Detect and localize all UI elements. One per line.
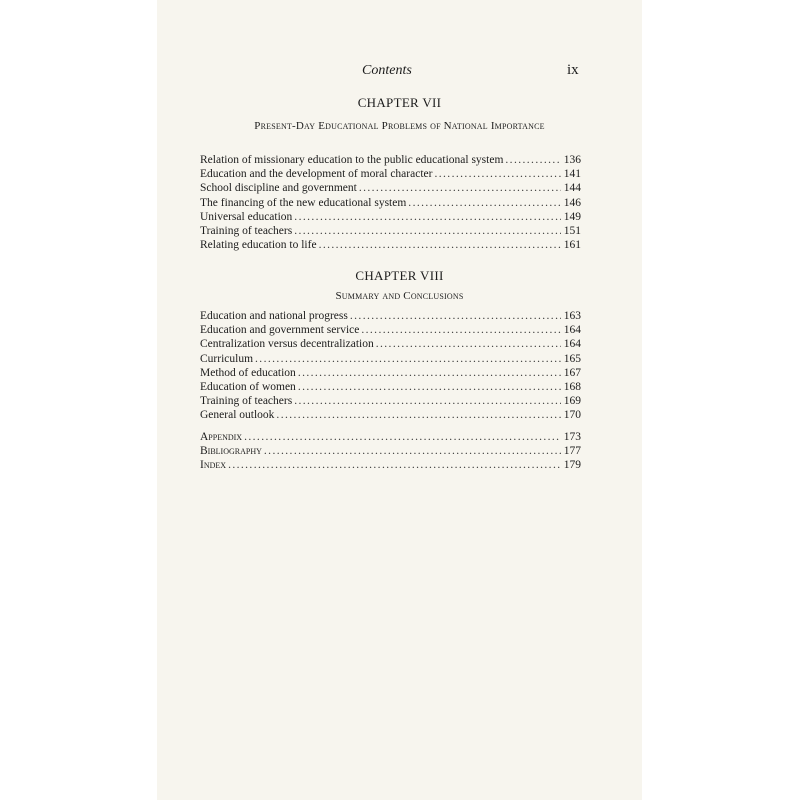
toc-entry-title: Method of education <box>200 366 296 379</box>
toc-entry-page: 177 <box>563 445 581 458</box>
toc-entry[interactable] <box>200 309 581 323</box>
toc-entry-page: 163 <box>563 310 581 322</box>
toc-entry[interactable] <box>200 167 581 181</box>
toc-entry[interactable] <box>200 394 581 408</box>
toc-entry-page: 173 <box>563 431 581 443</box>
chapter-7-heading: CHAPTER VII <box>357 95 442 110</box>
chapter-8-subtitle: Summary and Conclusions <box>335 290 464 302</box>
toc-entry-title: Relation of missionary education to the public educational system <box>200 154 504 166</box>
toc-entry[interactable] <box>200 210 581 224</box>
running-header-title: Contents <box>362 63 412 78</box>
toc-entry-page: 170 <box>563 409 581 422</box>
toc-entry-page: 136 <box>563 154 581 166</box>
leader-dots <box>434 167 561 181</box>
toc-entry-title: General outlook <box>200 409 275 422</box>
leader-dots <box>294 394 561 408</box>
toc-entry-page: 149 <box>563 210 581 223</box>
toc-entry-page: 168 <box>563 380 581 393</box>
toc-entry[interactable] <box>200 337 581 351</box>
toc-entry-page: 144 <box>563 182 581 195</box>
toc-entry-page: 169 <box>563 395 581 408</box>
chapter-8-toc <box>200 309 581 423</box>
toc-entry[interactable] <box>200 181 581 195</box>
toc-entry-page: 164 <box>563 338 581 351</box>
toc-entry-title: The financing of the new educational system <box>200 196 407 209</box>
toc-entry-page: 151 <box>563 224 581 237</box>
leader-dots <box>294 210 561 224</box>
toc-entry-page: 146 <box>563 196 581 209</box>
toc-entry-title: Education of women <box>200 380 296 393</box>
chapter-8-heading: CHAPTER VIII <box>355 268 444 283</box>
toc-entry-title: Appendix <box>200 431 243 443</box>
toc-entry-title: Education and government service <box>200 324 360 337</box>
page-number: ix <box>567 62 579 78</box>
toc-entry-title: Centralization versus decentralization <box>200 338 374 351</box>
leader-dots <box>294 224 561 238</box>
toc-entry-title: Bibliography <box>200 445 262 458</box>
chapter-7-toc <box>200 153 581 252</box>
toc-entry-title: Education and the development of moral character <box>200 168 433 181</box>
toc-entry-appendix[interactable] <box>200 430 581 444</box>
toc-entry[interactable] <box>200 224 581 238</box>
toc-entry-title: Education and national progress <box>200 310 348 322</box>
leader-dots <box>359 181 561 195</box>
leader-dots <box>376 337 561 351</box>
toc-entry-title: School discipline and government <box>200 182 357 195</box>
toc-entry-page: 164 <box>563 324 581 337</box>
toc-entry-page: 165 <box>563 352 581 365</box>
leader-dots <box>505 153 561 167</box>
leader-dots <box>350 309 561 323</box>
toc-entry-index[interactable] <box>200 458 581 472</box>
toc-entry-title: Curriculum <box>200 352 254 365</box>
toc-entry[interactable] <box>200 408 581 422</box>
toc-entry-bibliography[interactable] <box>200 444 581 458</box>
toc-entry-page: 141 <box>563 168 581 181</box>
chapter-7-subtitle: Present-Day Educational Problems of National Importance <box>254 120 545 132</box>
toc-entry[interactable] <box>200 238 581 252</box>
toc-entry-page: 161 <box>563 239 581 252</box>
toc-entry-page: 179 <box>563 459 581 472</box>
toc-entry-page: 167 <box>563 366 581 379</box>
toc-entry[interactable] <box>200 153 581 167</box>
leader-dots <box>255 352 561 366</box>
leader-dots <box>361 323 561 337</box>
toc-entry[interactable] <box>200 366 581 380</box>
leader-dots <box>298 380 561 394</box>
leader-dots <box>408 196 561 210</box>
toc-entry-title: Training of teachers <box>200 395 293 408</box>
toc-entry[interactable] <box>200 323 581 337</box>
back-matter-toc <box>200 430 581 473</box>
leader-dots <box>228 458 561 472</box>
leader-dots <box>244 430 561 444</box>
toc-entry[interactable] <box>200 352 581 366</box>
toc-entry[interactable] <box>200 196 581 210</box>
leader-dots <box>276 408 561 422</box>
toc-entry-title: Index <box>200 459 227 472</box>
toc-entry-title: Relating education to life <box>200 239 317 252</box>
toc-entry-title: Universal education <box>200 210 293 223</box>
leader-dots <box>319 238 561 252</box>
leader-dots <box>298 366 561 380</box>
toc-entry-title: Training of teachers <box>200 224 293 237</box>
leader-dots <box>264 444 561 458</box>
toc-entry[interactable] <box>200 380 581 394</box>
